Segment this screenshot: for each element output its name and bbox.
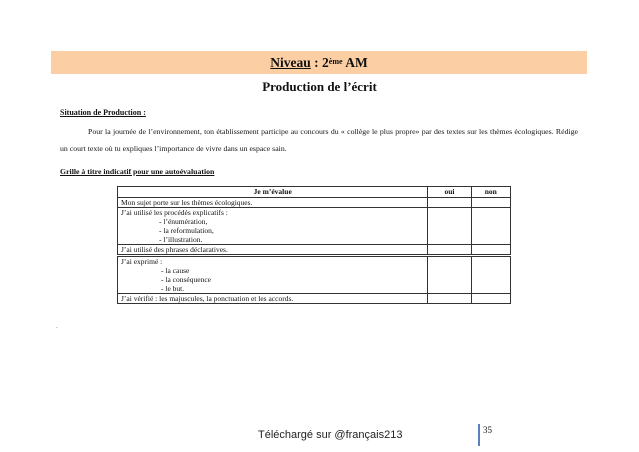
yes-cell[interactable] — [428, 256, 471, 294]
no-cell[interactable] — [471, 256, 511, 294]
criteria-cell — [118, 294, 428, 304]
situation-heading: Situation de Production : — [60, 108, 146, 117]
page-subtitle: Production de l’écrit — [262, 79, 377, 94]
criteria-cell — [118, 198, 428, 208]
yes-cell[interactable] — [428, 245, 471, 256]
criteria-subline: - la cause — [161, 266, 190, 275]
no-cell[interactable] — [471, 208, 511, 245]
criteria-subline: - l’énumération, — [159, 217, 208, 226]
criteria-line: J’ai utilisé les procédés explicatifs : — [121, 208, 228, 217]
table-header-row — [118, 187, 511, 198]
level-separator: : — [310, 55, 323, 70]
table-row — [118, 245, 511, 256]
level-superscript: ème — [328, 57, 343, 66]
criteria-cell — [118, 256, 428, 294]
level-number: 2 — [322, 55, 329, 70]
yes-cell[interactable] — [428, 198, 471, 208]
column-header-no: non — [471, 187, 511, 198]
evaluation-table — [117, 186, 511, 304]
criteria-cell — [118, 245, 428, 256]
criteria-subline: - l’illustration. — [159, 235, 203, 244]
criteria-subline: - le but. — [161, 284, 185, 293]
grille-heading: Grille à titre indicatif pour une autoévaluation — [60, 167, 215, 176]
no-cell[interactable] — [471, 245, 511, 256]
criteria-line: J’ai vérifié : les majuscules, la ponctuation et les accords. — [121, 294, 294, 303]
page-number: 35 — [483, 425, 492, 435]
criteria-line: Mon sujet porte sur les thèmes écologiques. — [121, 198, 253, 207]
level-label: Niveau — [270, 55, 311, 70]
table-row — [118, 208, 511, 245]
level-suffix: AM — [342, 55, 368, 70]
table-row — [118, 256, 511, 294]
level-title — [270, 51, 367, 74]
criteria-line: J’ai exprimé : — [121, 257, 163, 266]
yes-cell[interactable] — [428, 208, 471, 245]
table-row — [118, 294, 511, 304]
column-header-criteria: Je m’évalue — [118, 187, 428, 198]
download-footer: Téléchargé sur @français213 — [258, 429, 403, 441]
no-cell[interactable] — [471, 294, 511, 304]
criteria-subline: - la reformulation, — [159, 226, 214, 235]
criteria-line: J’ai utilisé des phrases déclaratives. — [121, 245, 228, 254]
situation-text: Pour la journée de l’environnement, ton établissement participe au concours du « collège le plus propre» par des textes sur les thèmes écologiques. Rédige un court texte où tu expliques l’importance de vivre dans un espace sain. — [60, 127, 578, 153]
no-cell[interactable] — [471, 198, 511, 208]
criteria-cell — [118, 208, 428, 245]
level-banner — [51, 51, 587, 74]
criteria-subline: - la conséquence — [161, 275, 211, 284]
column-header-yes: oui — [428, 187, 471, 198]
stray-mark: . — [56, 322, 58, 330]
yes-cell[interactable] — [428, 294, 471, 304]
table-row — [118, 198, 511, 208]
page-number-rule — [478, 424, 480, 446]
